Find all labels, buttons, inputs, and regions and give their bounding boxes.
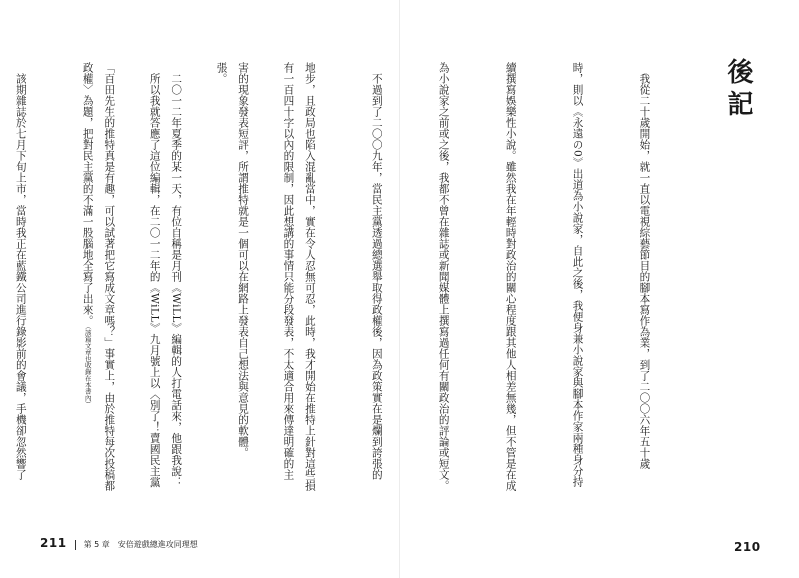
text-line: 所以我就答應了這位編輯，在二〇一二年的《WiLL》九月號上以〈別了！賣國民主黨 [148,62,161,488]
text-line: 地步，且政局也陷入混亂當中，實在令人忍無可忍，此時，我才開始在推特上針對這些損 [303,62,316,491]
left-page-footer [40,536,198,550]
page-number: 210 [734,540,761,554]
text-line: 「百田先生的推特真是有趣，可以試著把它寫成文章嗎？」事實上，由於推特每次投稿都 [103,62,116,491]
text-line: 該期雜誌於七月下旬上市，當時我正在藍鐵公司進行錄影前的會議，手機卻忽然響了 [14,62,27,480]
text-line: 張。 [215,62,228,84]
text-line: 續撰寫娛樂性小說。雖然我在年輕時對政治的關心程度跟其他人相差無幾，但不管是在成 [504,62,517,491]
text-line: 時，則以《永遠の0》出道為小說家，自此之後，我便身兼小說家與腳本作家兩種身分持 [571,62,584,488]
text-line: 二〇一二年夏季的某一天，有位自稱是月刊《WiLL》編輯的人打電話來，他跟我說： [170,62,183,488]
chapter-title: 後記 [723,58,753,122]
text-line-part: 政權〉為題，把對民主黨的不滿一股腦地全寫了出來。 [81,62,94,326]
inline-note: （該篇文章也收錄在本書內） [83,326,92,408]
text-line: 有一百四十字以內的限制，因此想講的事情只能分段發表，不太適合用來傳達明確的主 [282,62,295,480]
text-line: 我從二十歲開始，就一直以電視綜藝節目的腳本寫作為業，到了二〇〇六年五十歲 [638,62,651,469]
text-line: 為小說家之前或之後，我都不曾在雜誌或新聞媒體上撰寫過任何有關政治的評論或短文。 [437,62,450,491]
text-line: 害的現象發表短評，所謂推特就是一個可以在網路上發表自己想法與意見的軟體。 [237,62,250,458]
page-number: 211 [40,536,67,550]
running-head: 第 5 章 安倍遊戲總進攻同理想 [75,540,198,550]
text-line: 不過到了二〇〇九年，當民主黨透過總選舉取得政權後，因為政策實在是爛到誇張的 [370,62,383,480]
right-page-footer [734,536,761,555]
